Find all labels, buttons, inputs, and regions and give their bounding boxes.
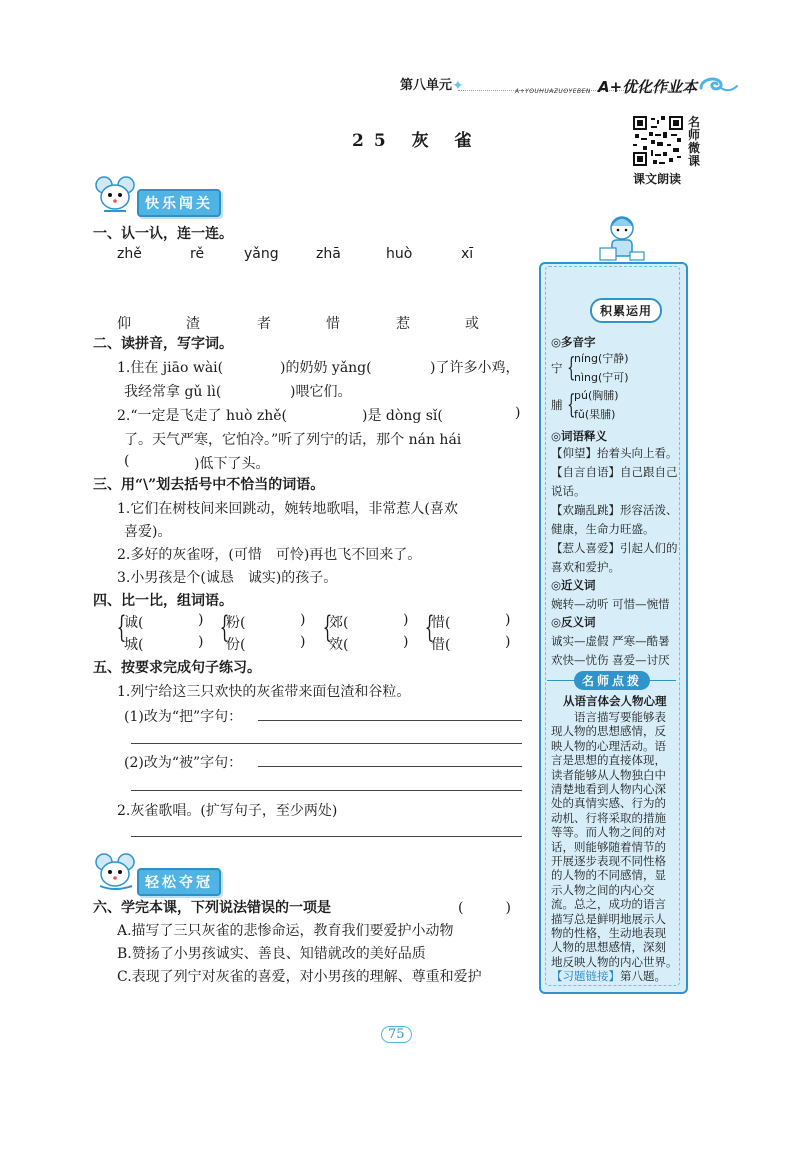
q4-pair1-top: 诚( — [124, 615, 144, 631]
brace: { — [567, 353, 576, 383]
word-4a: 【惹人喜爱】引起人们的 — [551, 541, 678, 555]
q2-line1b: )的奶奶 yǎng( — [280, 360, 372, 376]
q4-close: ) — [300, 612, 306, 628]
tip-line: 映人物的心理活动。语 — [551, 738, 666, 753]
polyphone-heading: ◎多音字 — [551, 335, 596, 349]
q2-line3b: )是 dòng sǐ( — [362, 408, 443, 424]
word-2a: 【自言自语】自己跟自己 — [551, 465, 678, 479]
q6-option-b[interactable]: B.赞扬了小男孩诚实、善良、知错就改的美好品质 — [117, 946, 426, 962]
q4-heading: 四、比一比，组词语。 — [93, 593, 233, 609]
q4-pair2-bottom: 份( — [226, 637, 246, 653]
word-4b: 喜欢和爱护。 — [551, 560, 620, 574]
q4-pair2-top: 粉( — [226, 615, 246, 631]
q1-pinyin-2: rě — [190, 246, 205, 262]
q5-line2: (1)改为“把”字句： — [124, 709, 243, 725]
q2-line5a: ( — [124, 453, 130, 469]
swirl-icon — [697, 74, 739, 96]
tip-line: 人物的思想感情，深刻 — [551, 940, 666, 955]
q4-pair4-bottom: 借( — [431, 637, 451, 653]
q6-heading: 六、学完本课，下列说法错误的一项是 — [93, 900, 331, 916]
unit-label: 第八单元 — [400, 78, 453, 93]
tip-line: 读者能够从人物独白中 — [551, 767, 666, 782]
antonyms-1: 诚实—虚假 严寒—酷暑 — [551, 634, 670, 648]
synonym-heading: ◎近义词 — [551, 578, 596, 592]
brace-4: { — [424, 610, 435, 645]
q3-heading: 三、用“\”划去括号中不恰当的词语。 — [93, 477, 325, 493]
tip-line: 言是思想的直接体现， — [551, 753, 666, 768]
tip-line: 处的真情实感、行为的 — [551, 796, 666, 811]
brace-1: { — [116, 610, 127, 645]
q1-pinyin-3: yǎng — [244, 246, 279, 262]
synonyms: 婉转—动听 可惜—惋惜 — [551, 597, 670, 611]
tip-line: 动机、行将采取的措施 — [551, 810, 666, 825]
q4-close: ) — [403, 634, 409, 650]
word-2b: 说话。 — [551, 484, 586, 498]
brace-2: { — [219, 610, 230, 645]
answer-line[interactable] — [131, 836, 522, 837]
q4-close: ) — [300, 634, 306, 650]
q4-pair3-top: 郊( — [329, 615, 349, 631]
q6-option-c[interactable]: C.表现了列宁对灰雀的喜爱，对小男孩的理解、尊重和爱护 — [117, 969, 482, 985]
q5-line4: 2.灰雀歌唱。(扩写句子，至少两处) — [117, 803, 338, 819]
q1-pinyin-5: huò — [386, 246, 413, 262]
q4-pair4-top: 惜( — [431, 615, 451, 631]
qr-label: 课文朗读 — [633, 172, 682, 186]
q5-line3: (2)改为“被”字句： — [124, 755, 243, 771]
q6-option-a[interactable]: A.描写了三只灰雀的悲惨命运，教育我们要爱护小动物 — [117, 923, 454, 939]
exercise-link-target: 第八题。 — [620, 969, 666, 984]
q1-char-6: 或 — [465, 316, 479, 332]
brace-3: { — [322, 610, 333, 645]
mouse-mascot-icon — [92, 175, 140, 217]
q4-close: ) — [403, 612, 409, 628]
q2-line1a: 1.住在 jiāo wài( — [117, 360, 224, 376]
teacher-tip-badge: 名师点拨 — [574, 671, 650, 690]
qr-code-icon[interactable] — [633, 115, 683, 167]
q1-char-3: 者 — [257, 316, 271, 332]
exercise-link[interactable] — [551, 969, 666, 983]
q3-line3: 2.多好的灰雀呀，(可惜 可怜)再也飞不回来了。 — [117, 547, 422, 563]
q2-heading: 二、读拼音，写字词。 — [93, 336, 233, 352]
section-badge-easy-win: 轻松夺冠 — [137, 868, 221, 896]
q3-line4: 3.小男孩是个(诚恳 诚实)的孩子。 — [117, 570, 338, 586]
q1-pinyin-1: zhě — [117, 246, 142, 262]
exercise-link-label[interactable]: 【习题链接】 — [551, 969, 620, 984]
q2-line2b: )喂它们。 — [290, 384, 352, 400]
q1-char-5: 惹 — [396, 316, 410, 332]
tip-line: 语言描写要能够表 — [574, 710, 666, 724]
q4-close: ) — [505, 634, 511, 650]
polyphone-ning-1: níng(宁静) — [574, 352, 629, 365]
tip-title: 从语言体会人物心理 — [563, 694, 667, 708]
q3-line1: 1.它们在树枝间来回跳动，婉转地歌唱，非常惹人(喜欢 — [117, 501, 458, 517]
q2-line3a: 2.“一定是飞走了 huò zhě( — [117, 408, 288, 424]
q4-pair1-bottom: 城( — [124, 637, 144, 653]
page-number: 75 — [381, 1026, 412, 1043]
word-3a: 【欢蹦乱跳】形容活泼、 — [551, 503, 678, 517]
star-icon: ✦ — [452, 78, 464, 94]
q6-answer-paren[interactable]: ( ) — [458, 900, 511, 916]
girl-reading-icon — [590, 212, 650, 264]
page-title: 25 灰 雀 — [352, 131, 482, 151]
tip-line: 开展逐步表现不同性格 — [551, 854, 666, 868]
q4-pair3-bottom: 效( — [329, 637, 349, 653]
q5-line1: 1.列宁给这三只欢快的灰雀带来面包渣和谷粒。 — [117, 684, 411, 700]
q2-line2a: 我经常拿 gǔ lì( — [124, 384, 222, 400]
q1-heading: 一、认一认，连一连。 — [93, 226, 233, 242]
answer-line[interactable] — [131, 743, 522, 744]
q2-line4: 了。天气严寒，它怕冷。”听了列宁的话，那个 nán hái — [124, 432, 462, 448]
words-heading: ◎词语释义 — [551, 429, 608, 443]
q2-line3c: ) — [515, 405, 521, 421]
mouse-mascot-icon — [92, 852, 140, 894]
polyphone-fu-1: pú(胸脯) — [574, 389, 619, 402]
q2-line1c: )了许多小鸡， — [430, 360, 520, 376]
q4-close: ) — [505, 612, 511, 628]
tip-line: 话，则能够随着情节的 — [551, 839, 666, 854]
q1-pinyin-6: xī — [461, 246, 474, 262]
q3-line2: 喜爱)。 — [124, 524, 172, 540]
accumulate-badge: 积累运用 — [590, 298, 662, 323]
antonym-heading: ◎反义词 — [551, 615, 596, 629]
antonyms-2: 欢快—忧伤 喜爱—讨厌 — [551, 653, 670, 667]
tip-line: 清楚地看到人物内心深 — [551, 782, 666, 796]
word-3b: 健康，生命力旺盛。 — [551, 522, 655, 536]
tip-line: 物的性格，生动地表现 — [551, 926, 666, 940]
polyphone-ning-2: nìng(宁可) — [574, 371, 629, 384]
brand-name: A+优化作业本 — [598, 78, 698, 96]
q4-close: ) — [198, 612, 204, 628]
q1-char-1: 仰 — [117, 316, 131, 332]
brand-latin: A+YOUHUAZUOYEBEN — [515, 88, 591, 95]
tip-line: 示人物之间的内心交 — [551, 882, 655, 897]
answer-line[interactable] — [258, 720, 522, 721]
tip-line: 的人物的不同感情，显 — [551, 868, 666, 883]
word-1: 【仰望】抬着头向上看。 — [551, 446, 678, 460]
tip-line: 流。总之，成功的语言 — [551, 897, 666, 912]
qr-side-text: 名师微课 — [688, 115, 701, 168]
tip-line: 等等。而人物之间的对 — [551, 825, 666, 840]
q1-char-2: 渣 — [186, 316, 200, 332]
section-badge-quick-pass: 快乐闯关 — [137, 189, 221, 217]
q1-char-4: 惜 — [326, 316, 340, 332]
polyphone-char-ning: 宁 — [551, 361, 563, 375]
polyphone-fu-2: fǔ(果脯) — [574, 408, 616, 421]
polyphone-char-fu: 脯 — [551, 398, 563, 412]
answer-line[interactable] — [258, 766, 522, 767]
tip-line: 描写总是鲜明地展示人 — [551, 911, 666, 926]
q5-heading: 五、按要求完成句子练习。 — [93, 660, 261, 676]
brace: { — [567, 390, 576, 420]
q4-close: ) — [198, 634, 204, 650]
q2-line5b: )低下了头。 — [194, 456, 270, 472]
q1-pinyin-4: zhā — [316, 246, 341, 262]
tip-line: 现人物的思想感情，反 — [551, 724, 666, 739]
tip-line: 地反映人物的内心世界。 — [551, 954, 678, 969]
answer-line[interactable] — [131, 790, 522, 791]
